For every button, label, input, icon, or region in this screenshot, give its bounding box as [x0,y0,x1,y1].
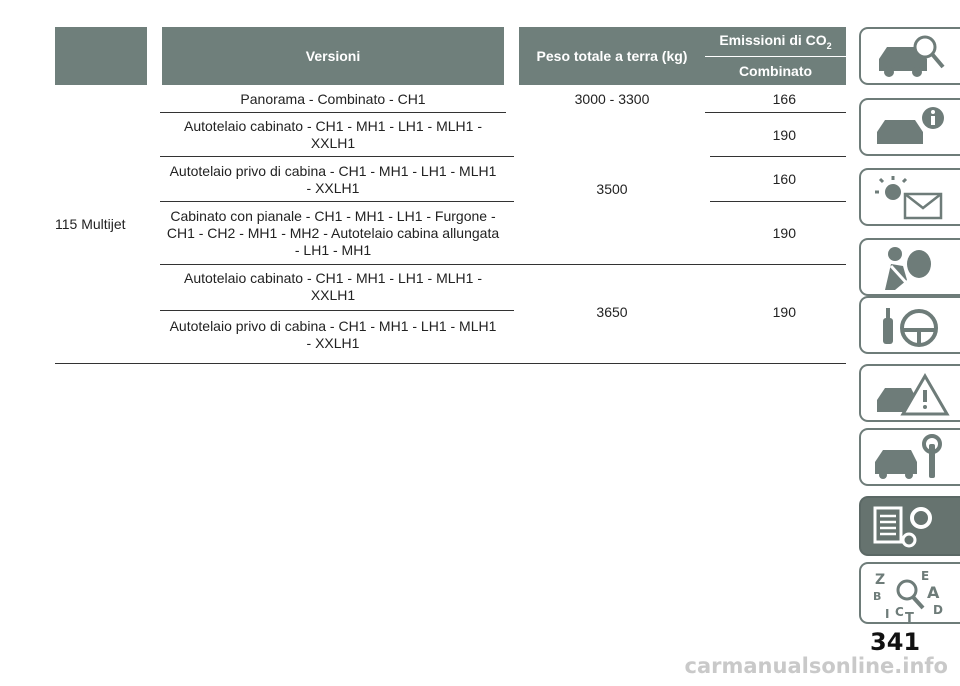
version-row-5 [160,266,506,308]
row-divider [160,264,846,265]
version-row-2-label: Autotelaio cabinato - CH1 - MH1 - LH1 - MLH1 - XXLH1 [184,118,482,151]
weight-merged-2 [519,266,705,358]
version-row-3 [160,158,506,201]
row-divider [160,112,506,113]
co2-row-1 [705,87,846,112]
page-number: 341 [870,628,921,656]
version-row-6 [160,312,506,358]
version-row-5-label: Autotelaio cabinato - CH1 - MH1 - LH1 - MLH1 - XXLH1 [184,270,482,303]
steering-key-icon [871,302,951,350]
car-warning-icon [871,370,951,418]
weight-row-1-label: 3000 - 3300 [574,91,650,107]
svg-text:I: I [885,607,890,621]
row-divider [160,310,514,311]
header-emissioni [705,27,846,56]
version-row-4 [160,203,506,264]
co2-row-4-label: 190 [772,225,796,241]
car-wrench-icon [871,434,951,482]
table-bottom-rule [55,363,846,364]
version-row-1-label: Panorama - Combinato - CH1 [240,91,426,107]
svg-text:C: C [895,605,904,619]
sidebar-tab-maintenance[interactable] [859,428,960,486]
sidebar-tab-safety[interactable] [859,238,960,296]
header-emissioni-label: Emissioni di $CO_2$ [719,32,832,51]
svg-text:B: B [873,590,882,603]
svg-text:T: T [905,611,914,622]
header-combinato [705,57,846,85]
header-combinato-label: Combinato [738,63,813,79]
row-divider [160,156,514,157]
header-peso-label: Peso totale a terra (kg) [536,48,688,64]
car-info-icon [871,104,951,152]
weight-merged-2-label: 3650 [596,303,628,320]
sidebar-tab-starting-driving[interactable] [859,296,960,354]
header-peso [519,27,705,85]
row-divider [705,112,846,113]
svg-text:Z: Z [875,572,886,588]
sidebar-tab-dashboard[interactable] [859,98,960,156]
svg-text:E: E [921,569,930,583]
co2-row-2-label: 190 [772,126,796,143]
row-divider [160,201,514,202]
co2-row-3 [705,158,846,201]
weight-merged-1-label: 3500 [596,180,628,197]
weight-merged-1 [519,114,705,264]
version-row-1 [160,87,506,112]
header-versioni-label: Versioni [305,48,361,64]
svg-text:D: D [933,603,943,617]
technical-data-icon [871,502,951,552]
airbag-seat-icon [871,244,951,292]
header-versioni [162,27,504,85]
co2-merged [705,266,846,358]
sidebar-tab-emergency[interactable] [859,364,960,422]
dashboard-lights-icon [871,174,951,222]
co2-row-4 [705,203,846,264]
weight-row-1 [519,87,705,112]
engine-label: 115 Multijet [55,215,126,232]
engine-cell [55,85,155,363]
sidebar-tab-technical-data[interactable] [859,496,960,556]
sidebar-tab-warning-lights[interactable] [859,168,960,226]
co2-row-2 [705,114,846,156]
car-search-icon [871,33,951,81]
alphabetical-index-icon [871,568,951,622]
co2-row-1-label: 166 [772,91,796,107]
watermark: carmanualsonline.info [684,654,948,678]
version-row-3-label: Autotelaio privo di cabina - CH1 - MH1 - LH1 - MLH1 - XXLH1 [169,162,497,196]
co2-merged-label: 190 [772,303,796,320]
version-row-6-label: Autotelaio privo di cabina - CH1 - MH1 - LH1 - MLH1 - XXLH1 [169,318,497,351]
sidebar-tab-knowing-vehicle[interactable] [859,27,960,85]
row-divider [710,201,846,202]
co2-row-3-label: 160 [772,171,796,187]
version-row-4-label: Cabinato con pianale - CH1 - MH1 - LH1 - Furgone - CH1 - CH2 - MH1 - MH2 - Autotelaio cabina allungata - LH1 - MH1 [166,208,500,258]
row-divider [710,156,846,157]
version-row-2 [160,114,506,156]
svg-text:A: A [927,583,940,602]
sidebar-tab-index[interactable] [859,562,960,624]
header-blank-cell [55,27,147,85]
